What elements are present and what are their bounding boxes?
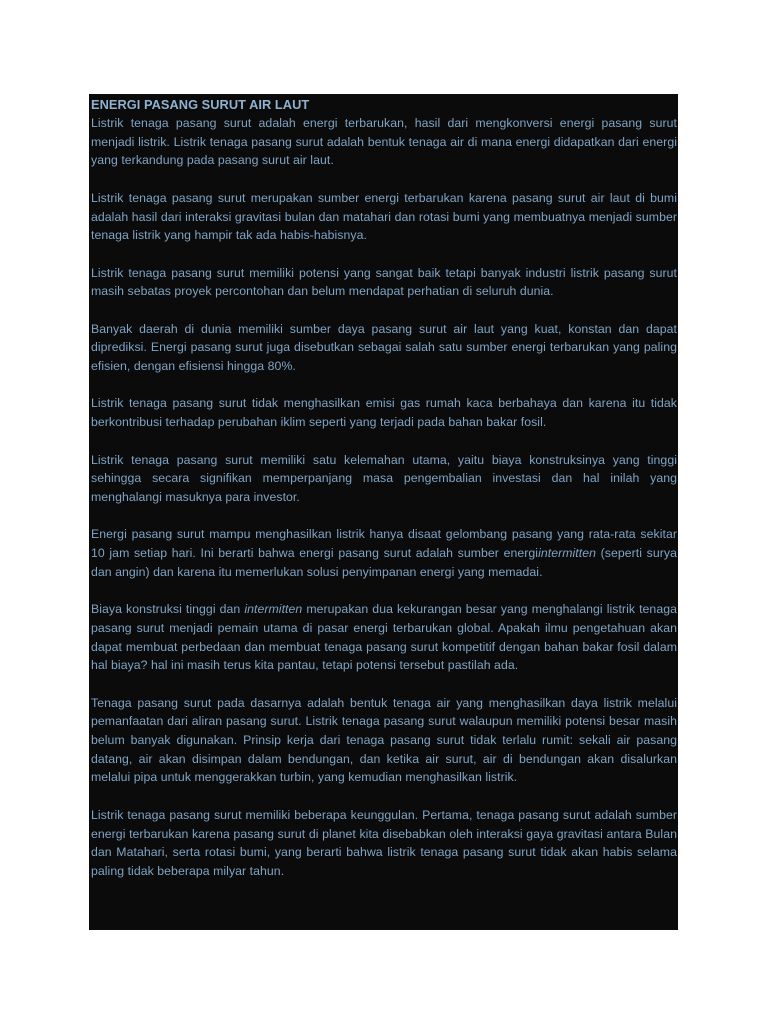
paragraph-6: Listrik tenaga pasang surut memiliki satu kelemahan utama, yaitu biaya konstruksinya yang tinggi sehingga secara signifikan memperpanjang masa pengembalian investasi dan hal inilah yang menghalangi masuknya para investor. — [91, 452, 677, 504]
paragraph-7 — [91, 525, 677, 581]
paragraph-1: Listrik tenaga pasang surut adalah energi terbarukan, hasil dari mengkonversi energi pasang surut menjadi listrik. Listrik tenaga pasang surut adalah bentuk tenaga air di mana energi didapatkan dari energi yang terkandung pada pasang surut air laut. — [91, 116, 677, 168]
paragraph-3: Listrik tenaga pasang surut memiliki potensi yang sangat baik tetapi banyak industri listrik pasang surut masih sebatas proyek percontohan dan belum mendapat perhatian di seluruh dunia. — [91, 265, 677, 299]
paragraph-9: Tenaga pasang surut pada dasarnya adalah bentuk tenaga air yang menghasilkan daya listrik melalui pemanfaatan dari aliran pasang surut. Listrik tenaga pasang surut walaupun memiliki potensi besar masih belum banyak digunakan. Prinsip kerja dari tenaga pasang surut tidak terlalu rumit: sekali air pasang datang, air akan disimpan dalam bendungan, dan ketika air surut, air di bendungan akan disalurkan melalui pipa untuk menggerakkan turbin, yang kemudian menghasilkan listrik. — [91, 695, 677, 785]
document-block — [89, 94, 678, 930]
paragraph-8 — [91, 600, 677, 675]
paragraph-8-text-c: merupakan dua kekurangan besar yang menghalangi listrik tenaga pasang surut menjadi pemain utama di pasar energi terbarukan global. Apakah ilmu pengetahuan akan dapat membuat perbedaan dan membuat tenaga pasang surut kompetitif dengan bahan bakar fosil dalam hal biaya? hal ini masih terus kita pantau, tetapi potensi tersebut pastilah ada. — [91, 602, 677, 673]
paragraph-8-text-a: Biaya konstruksi tinggi dan — [91, 602, 245, 617]
paragraph-7-text-a: Energi pasang surut mampu menghasilkan listrik hanya disaat gelombang pasang yang rata-rata sekitar 10 jam setiap hari. Ini berarti bahwa energi pasang surut adalah sumber energi — [91, 527, 677, 561]
paragraph-8-italic: intermitten — [244, 602, 303, 617]
paragraph-7-italic: intermitten — [538, 546, 597, 561]
paragraph-2: Listrik tenaga pasang surut merupakan sumber energi terbarukan karena pasang surut air laut di bumi adalah hasil dari interaksi gravitasi bulan dan matahari dan rotasi bumi yang membuatnya menjadi sumber tenaga listrik yang hampir tak ada habis-habisnya. — [91, 190, 677, 243]
paragraph-5: Listrik tenaga pasang surut tidak menghasilkan emisi gas rumah kaca berbahaya dan karena itu tidak berkontribusi terhadap perubahan iklim seperti yang terjadi pada bahan bakar fosil. — [91, 396, 677, 430]
paragraph-10: Listrik tenaga pasang surut memiliki beberapa keunggulan. Pertama, tenaga pasang surut adalah sumber energi terbarukan karena pasang surut di planet kita disebabkan oleh interaksi gaya gravitasi antara Bulan dan Matahari, serta rotasi bumi, yang berarti bahwa listrik tenaga pasang surut tidak akan habis selama paling tidak beberapa milyar tahun. — [91, 807, 677, 878]
paragraph-7-text-c: (seperti surya dan angin) dan karena itu memerlukan solusi penyimpanan energi yang memadai. — [91, 546, 677, 579]
paragraph-4: Banyak daerah di dunia memiliki sumber daya pasang surut air laut yang kuat, konstan dan dapat diprediksi. Energi pasang surut juga disebutkan sebagai salah satu sumber energi terbarukan yang paling efisien, dengan efisiensi hingga 80%. — [91, 321, 677, 374]
document-title: ENERGI PASANG SURUT AIR LAUT — [91, 97, 310, 112]
